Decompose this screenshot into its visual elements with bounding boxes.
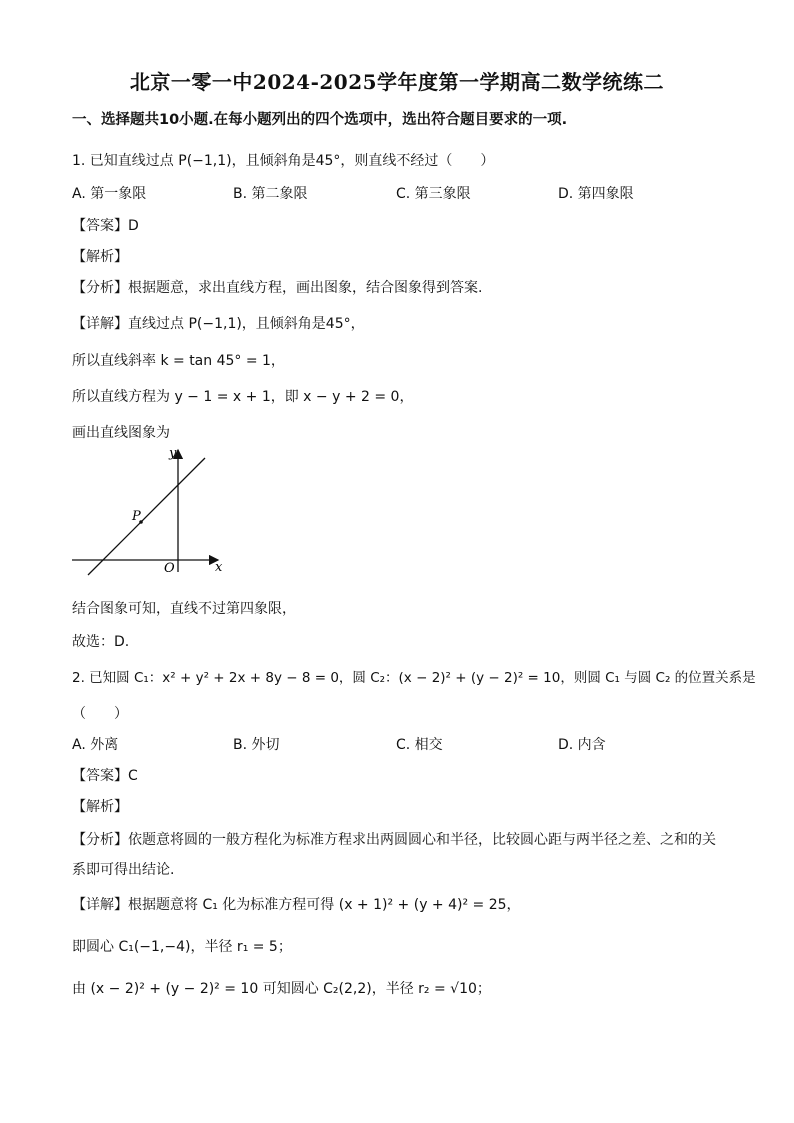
q1-detail-4: 画出直线图象为 xyxy=(72,425,170,441)
q1-detail-1: 【详解】直线过点 P(−1,1)，且倾斜角是45°， xyxy=(72,316,365,332)
q1-conclusion: 结合图象可知，直线不过第四象限， xyxy=(72,601,296,617)
q2-detail-3: 由 (x − 2)² + (y − 2)² = 10 可知圆心 C₂(2,2)，半径 r₂ = √10； xyxy=(72,981,491,997)
q2-analysis-label: 【解析】 xyxy=(72,799,128,815)
q1-option-b: B. 第二象限 xyxy=(233,186,308,202)
q2-option-a: A. 外离 xyxy=(72,737,119,753)
q1-stem: 1. 已知直线过点 P(−1,1)，且倾斜角是45°，则直线不经过（ ） xyxy=(72,153,495,169)
q2-option-c: C. 相交 xyxy=(396,737,443,753)
q2-detail-2: 即圆心 C₁(−1,−4)，半径 r₁ = 5； xyxy=(72,939,292,955)
origin-label: O xyxy=(164,561,175,576)
q2-stem: 2. 已知圆 C₁：x² + y² + 2x + 8y − 8 = 0，圆 C₂：(x − 2)² + (y − 2)² = 10，则圆 C₁ 与圆 C₂ 的位置关系是 xyxy=(72,670,756,686)
q1-option-a: A. 第一象限 xyxy=(72,186,147,202)
q2-answer: 【答案】C xyxy=(72,768,138,784)
q2-option-d: D. 内含 xyxy=(558,737,606,753)
q2-option-b: B. 外切 xyxy=(233,737,280,753)
q2-stem-cont: （ ） xyxy=(72,706,128,722)
line-graph xyxy=(68,444,238,580)
page-title: 北京一零一中2024-2025学年度第一学期高二数学统练二 xyxy=(129,70,665,94)
q1-fenxi: 【分析】根据题意，求出直线方程，画出图象，结合图象得到答案. xyxy=(72,280,483,296)
q2-fenxi-1: 【分析】依题意将圆的一般方程化为标准方程求出两圆圆心和半径，比较圆心距与两半径之差、之和的关 xyxy=(72,832,716,848)
q1-detail-3: 所以直线方程为 y − 1 = x + 1，即 x − y + 2 = 0， xyxy=(72,389,414,405)
q1-choose: 故选：D. xyxy=(72,634,130,650)
q2-detail-1: 【详解】根据题意将 C₁ 化为标准方程可得 (x + 1)² + (y + 4)² = 25， xyxy=(72,897,521,913)
x-axis-label: x xyxy=(215,560,223,575)
q2-fenxi-2: 系即可得出结论. xyxy=(72,862,175,878)
q1-detail-2: 所以直线斜率 k = tan 45° = 1， xyxy=(72,353,285,369)
point-p-label: P xyxy=(132,509,141,524)
q1-answer: 【答案】D xyxy=(72,218,139,234)
q1-options xyxy=(72,183,732,203)
line-x-minus-y-plus-2 xyxy=(88,458,205,575)
q1-option-d: D. 第四象限 xyxy=(558,186,634,202)
q1-analysis-label: 【解析】 xyxy=(72,249,128,265)
section-heading: 一、选择题共10小题.在每小题列出的四个选项中，选出符合题目要求的一项. xyxy=(72,112,568,128)
q2-options xyxy=(72,734,732,754)
y-axis-label: y xyxy=(169,446,177,461)
q1-option-c: C. 第三象限 xyxy=(396,186,471,202)
